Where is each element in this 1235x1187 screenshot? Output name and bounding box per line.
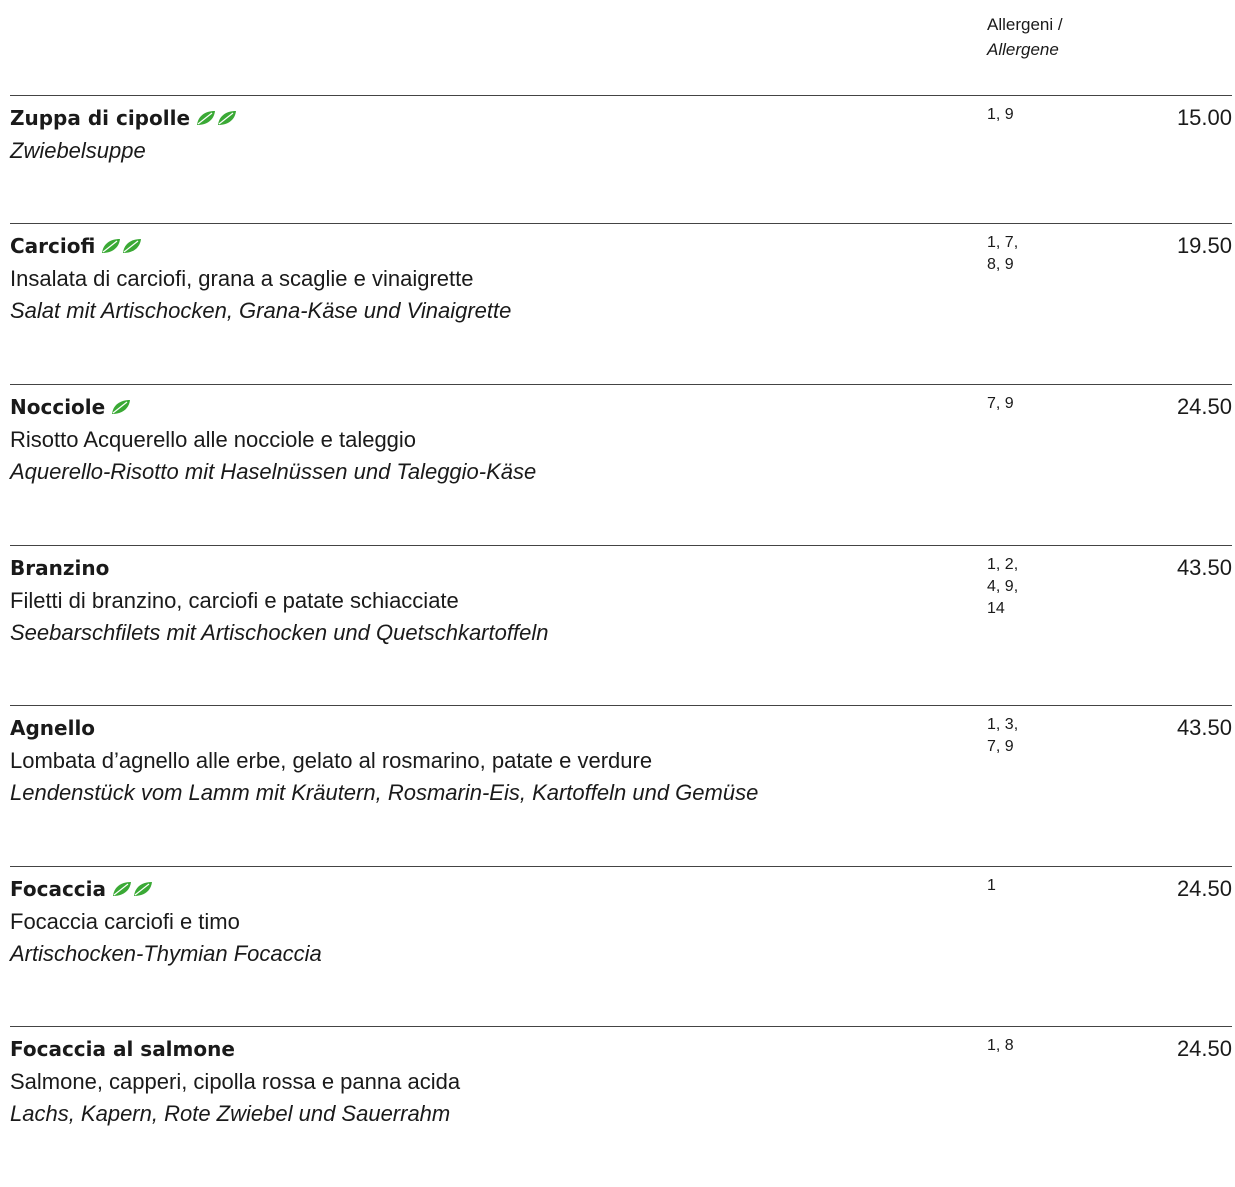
allergen-line: 4, 9, bbox=[987, 578, 1019, 595]
allergen-codes bbox=[987, 554, 1047, 620]
allergen-line: 1, 9 bbox=[987, 106, 1014, 123]
menu-item bbox=[10, 384, 1232, 545]
dish-name-row bbox=[10, 876, 153, 902]
leaf-icon bbox=[111, 399, 131, 415]
allergen-line: 7, 9 bbox=[987, 738, 1014, 755]
menu-item bbox=[10, 223, 1232, 384]
description-italian: Focaccia carciofi e timo bbox=[10, 909, 240, 934]
allergens-header-it: Allergeni / bbox=[987, 15, 1063, 34]
leaf-icon bbox=[133, 881, 153, 897]
description-german: Salat mit Artischocken, Grana-Käse und Vinaigrette bbox=[10, 298, 512, 323]
vegetarian-leaves bbox=[196, 110, 237, 126]
leaf-icon bbox=[112, 881, 132, 897]
leaf-icon bbox=[101, 238, 121, 254]
dish-name-row bbox=[10, 394, 131, 420]
leaf-icon bbox=[196, 110, 216, 126]
dish-name-row bbox=[10, 1036, 235, 1062]
dish-name-row bbox=[10, 105, 237, 131]
description-italian: Insalata di carciofi, grana a scaglie e vinaigrette bbox=[10, 266, 474, 291]
price: 43.50 bbox=[1176, 715, 1232, 740]
menu-item bbox=[10, 545, 1232, 706]
dish-name: Focaccia bbox=[10, 877, 107, 901]
vegetarian-leaves bbox=[112, 881, 153, 897]
allergen-codes bbox=[987, 104, 1047, 126]
allergen-line: 1, 3, bbox=[987, 716, 1019, 733]
price: 24.50 bbox=[1176, 394, 1232, 419]
allergen-line: 8, 9 bbox=[987, 256, 1014, 273]
description-german: Aquerello-Risotto mit Haselnüssen und Taleggio-Käse bbox=[10, 459, 537, 484]
description-italian: Risotto Acquerello alle nocciole e taleggio bbox=[10, 427, 417, 452]
description-german: Lachs, Kapern, Rote Zwiebel und Sauerrahm bbox=[10, 1101, 451, 1126]
dish-name-row bbox=[10, 555, 109, 581]
price: 24.50 bbox=[1176, 876, 1232, 901]
allergen-codes bbox=[987, 714, 1047, 758]
menu-item bbox=[10, 705, 1232, 866]
allergen-line: 1, 8 bbox=[987, 1037, 1014, 1054]
description-german: Seebarschfilets mit Artischocken und Quetschkartoffeln bbox=[10, 620, 549, 645]
description-italian: Lombata d’agnello alle erbe, gelato al rosmarino, patate e verdure bbox=[10, 748, 653, 773]
allergen-codes bbox=[987, 393, 1047, 415]
leaf-icon bbox=[217, 110, 237, 126]
description-german: Lendenstück vom Lamm mit Kräutern, Rosmarin-Eis, Kartoffeln und Gemüse bbox=[10, 780, 759, 805]
allergen-line: 1, 7, bbox=[987, 234, 1019, 251]
allergen-line: 14 bbox=[987, 600, 1005, 617]
price: 15.00 bbox=[1176, 105, 1232, 130]
dish-name: Nocciole bbox=[10, 395, 106, 419]
price: 24.50 bbox=[1176, 1036, 1232, 1061]
dish-name: Carciofi bbox=[10, 234, 96, 258]
price: 43.50 bbox=[1176, 555, 1232, 580]
description-italian: Filetti di branzino, carciofi e patate schiacciate bbox=[10, 588, 459, 613]
leaf-icon bbox=[122, 238, 142, 254]
menu-item bbox=[10, 866, 1232, 1027]
allergen-line: 7, 9 bbox=[987, 395, 1014, 412]
allergens-header-de: Allergene bbox=[987, 40, 1059, 59]
dish-name-row bbox=[10, 233, 142, 259]
allergen-codes bbox=[987, 232, 1047, 276]
dish-name-row bbox=[10, 715, 95, 741]
description-german: Artischocken-Thymian Focaccia bbox=[10, 941, 322, 966]
allergen-codes bbox=[987, 875, 1047, 897]
description-italian: Salmone, capperi, cipolla rossa e panna acida bbox=[10, 1069, 461, 1094]
allergen-codes bbox=[987, 1035, 1047, 1057]
price: 19.50 bbox=[1176, 233, 1232, 258]
description-german: Zwiebelsuppe bbox=[10, 138, 146, 163]
dish-name: Focaccia al salmone bbox=[10, 1037, 235, 1061]
allergen-line: 1 bbox=[987, 877, 996, 894]
vegetarian-leaves bbox=[101, 238, 142, 254]
dish-name: Branzino bbox=[10, 556, 110, 580]
dish-name: Agnello bbox=[10, 716, 96, 740]
dish-name: Zuppa di cipolle bbox=[10, 106, 191, 130]
allergen-line: 1, 2, bbox=[987, 556, 1019, 573]
vegetarian-leaves bbox=[111, 399, 131, 415]
menu-item bbox=[10, 1026, 1232, 1187]
